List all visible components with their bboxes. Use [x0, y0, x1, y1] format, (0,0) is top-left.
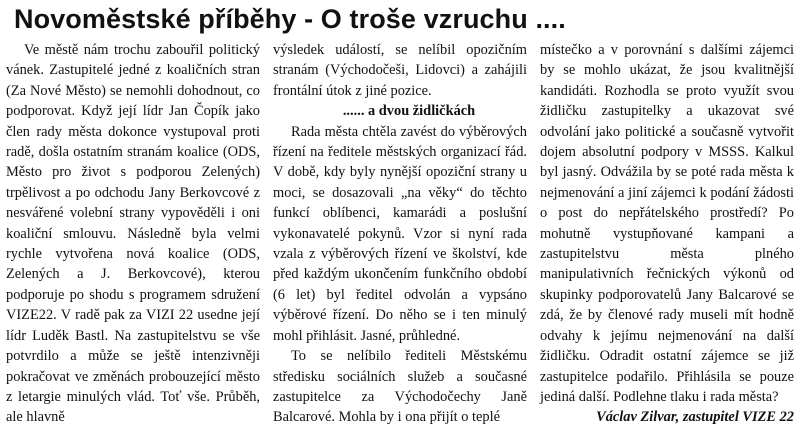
section-subheading: ...... a dvou židličkách — [342, 103, 476, 120]
article-headline: Novoměstské příběhy - O troše vzruchu .... — [14, 4, 566, 34]
paragraph: výsledek událostí, se nelíbil opozičním stranám (Východočeši, Lidovci) a zahájili frontální útok z jiné pozice. — [273, 42, 527, 99]
column-3 — [540, 40, 794, 426]
paragraph: To se nelíbilo řediteli Městskému středisku sociálních služeb a současné zastupitelce za Východočechy Janě Balcarové. Mohla by i ona přijít o teplé — [273, 348, 527, 426]
article-columns — [6, 40, 794, 426]
column-2 — [273, 40, 527, 426]
paragraph: místečko a v porovnání s dalšími zájemci by se mohlo ukázat, že jsou kvalitnější kandidáti. Rozhodla se proto využít svou židličku zastupitelky a ukazovat své odvolání jako politické a současně vytvořit dojem absolutní podpory v MSSS. Kalkul byl jasný. Odvážila by se poté rada města k nejmenování a jiní zájemci k podání žádosti o post do nepřátelského prostředí? Po mohutně vystupňované kampani a zastupitelstvu města plného manipulativních řečnických výkonů od skupinky podporovatelů Jany Balcarové se zdá, že by členové rady museli mít hodně odvahy k jejímu nejmenování na další židličku. Odradit ostatní zájemce se již zastupitelce podařilo. Přihlásila se pouze jediná další. Podlehne tlaku i rada města? — [540, 42, 794, 405]
paragraph: Rada města chtěla zavést do výběrových řízení na ředitele městských organizací řád. V době, kdy byly nynější opoziční strany u moci, se dosazovali „na věky“ do těchto funkcí oblíbenci, kamarádi a poslušní vykonavatelé pokynů. Vzor si nyní rada vzala z výběrových řízení ve školství, kde před každým ukončením funkčního období (6 let) byl ředitel odvolán a vypsáno výběrové řízení. Do něho se i ten minulý mohl přihlásit. Jasné, průhledné. — [273, 123, 527, 344]
author-signature: Václav Zilvar, zastupitel VIZE 22 — [596, 409, 794, 426]
paragraph: Ve městě nám trochu zabouřil politický vánek. Zastupitelé jedné z koaličních stran (Za Nové Město) se nemohli dohodnout, co podporovat. Když její lídr Jan Čopík jako člen rady města dokonce vystupoval proti radě, došla ostatním stranám koalice (ODS, Město pro život s podporou Zelených) trpělivost a po odchodu Jany Berkovcové z nesvářené volební strany vypověděli i oni koaliční smlouvu. Následně byla velmi rychle vytvořena nová koalice (ODS, Zelených a J. Berkovcové), kterou podporuje po shodu s programem sdružení VIZE22. V radě pak za VIZI 22 usedne její lídr Luděk Bastl. Na zastupitelstvu se vše potvrdilo a může se ještě intenzivněji pokračovat ve změnách probouzející město z letargie minulých vlád. Toť vše. Průběh, ale hlavně — [6, 42, 260, 426]
column-1 — [6, 40, 260, 426]
